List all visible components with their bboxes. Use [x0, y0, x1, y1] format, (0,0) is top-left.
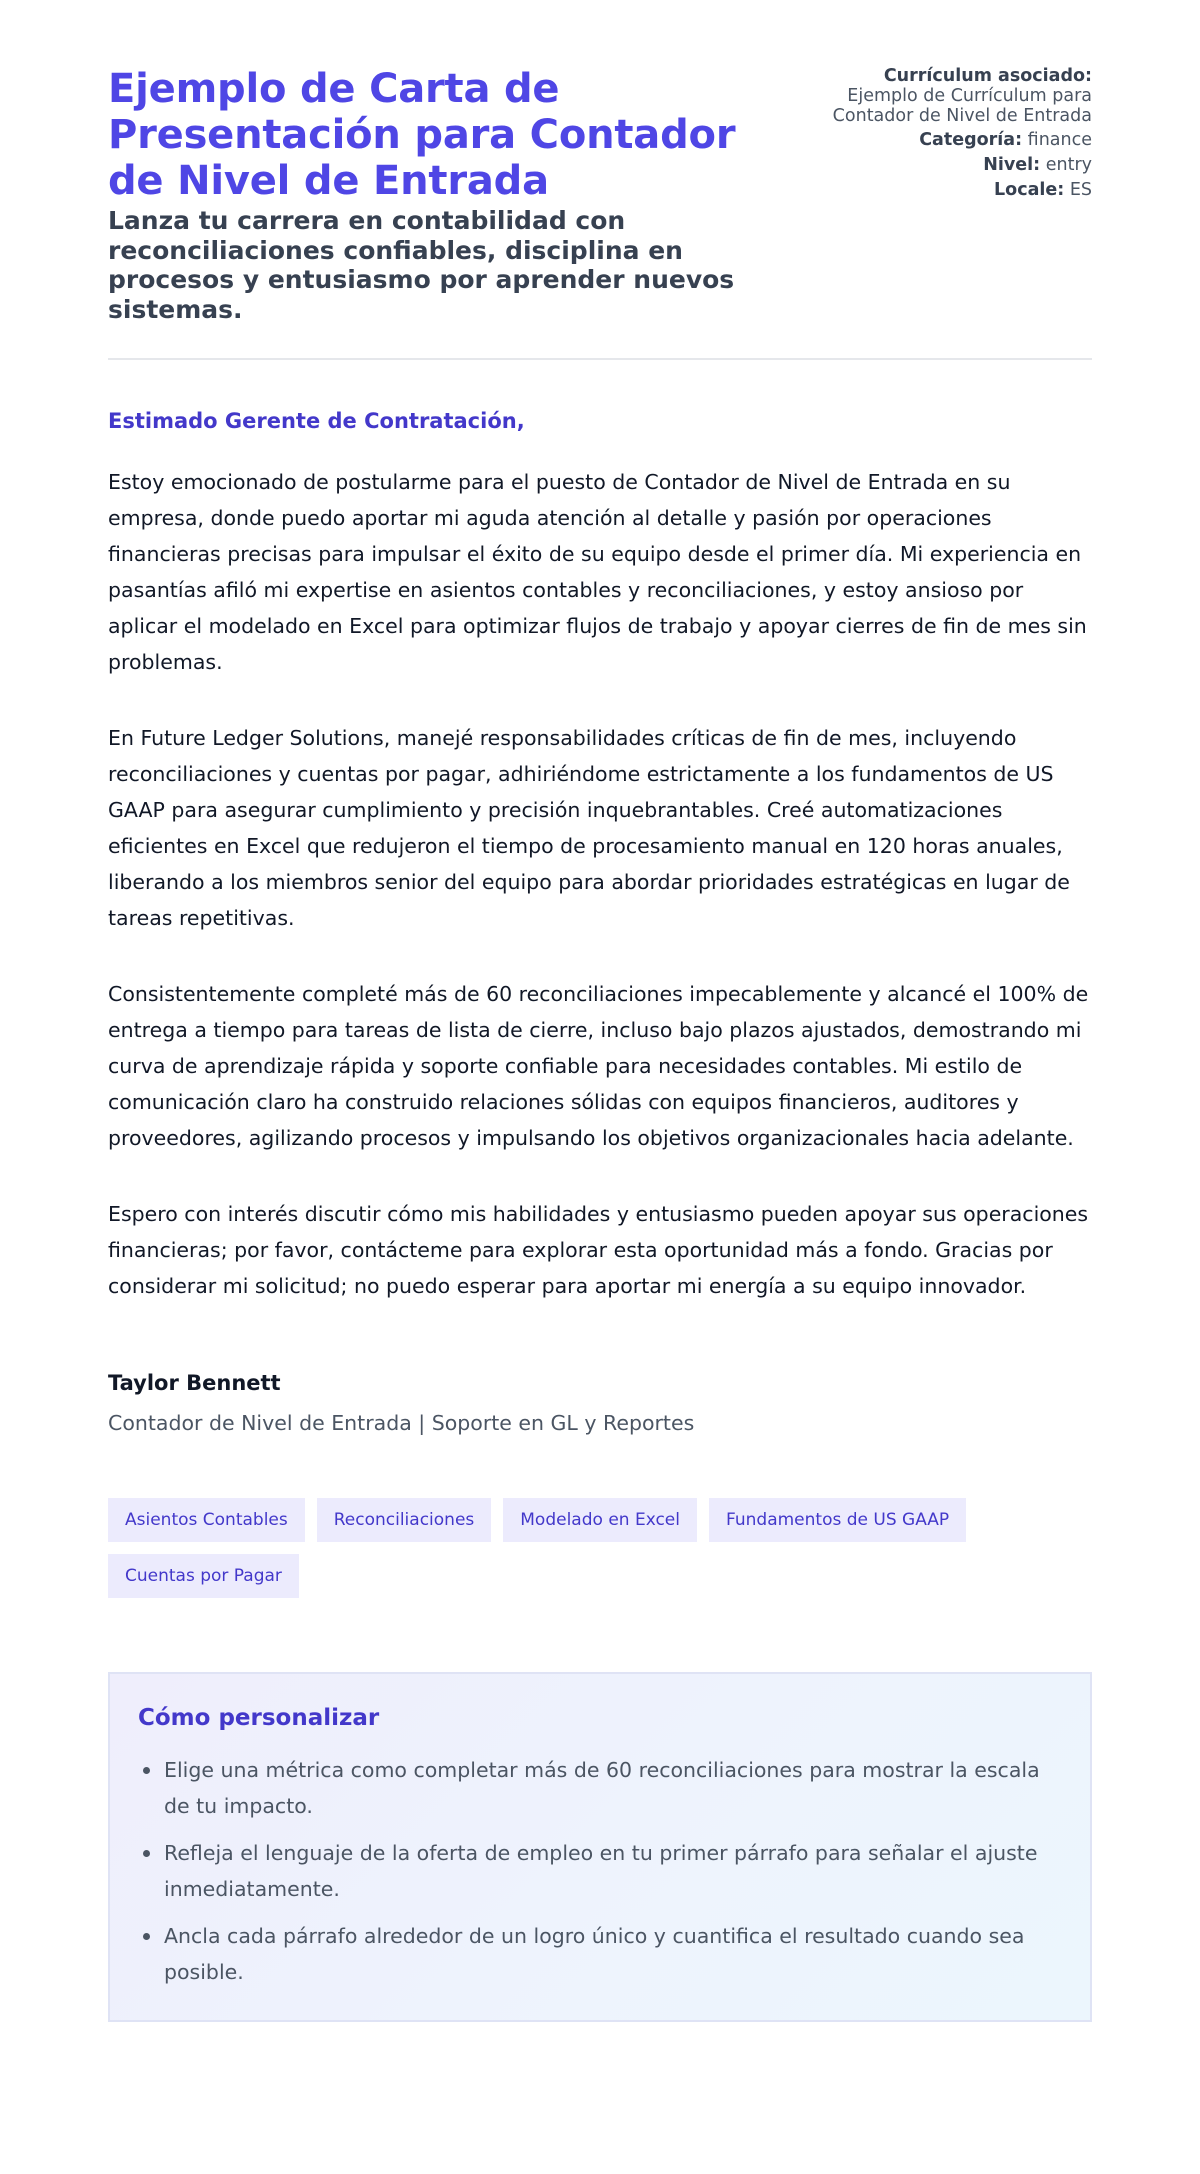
letter-paragraph: Espero con interés discutir cómo mis habilidades y entusiasmo pueden apoyar sus operaciones financieras; por favor, contácteme para explorar esta oportunidad más a fondo. Gracias por considerar mi solicitud; no puedo esperar para aportar mi energía a su equipo innovador.	[108, 1202, 1089, 1298]
letter-paragraph: Consistentemente completé más de 60 reconciliaciones impecablemente y alcancé el 100% de entrega a tiempo para tareas de lista de cierre, incluso bajo plazos ajustados, demostrando mi curva de aprendizaje rápida y soporte confiable para necesidades contables. Mi estilo de comunicación claro ha construido relaciones sólidas con equipos financieros, auditores y proveedores, agilizando procesos y impulsando los objetivos organizacionales hacia adelante.	[108, 982, 1089, 1150]
meta-category-label: Categoría:	[919, 130, 1023, 150]
skill-tag[interactable]: Reconciliaciones	[317, 1498, 492, 1542]
meta-locale-value: ES	[1069, 180, 1092, 200]
letter-paragraphs	[108, 464, 1092, 1304]
bullet-icon	[143, 1850, 150, 1857]
bullet-icon	[143, 1767, 150, 1774]
skill-tag[interactable]: Cuentas por Pagar	[108, 1554, 299, 1598]
header-title-block	[108, 66, 797, 324]
meta-locale	[797, 180, 1092, 200]
bullet-icon	[143, 1933, 150, 1940]
tip-text: Refleja el lenguaje de la oferta de empleo en tu primer párrafo para señalar el ajuste inmediatamente.	[164, 1841, 1038, 1901]
metadata-panel	[797, 66, 1092, 205]
skill-tag[interactable]: Fundamentos de US GAAP	[709, 1498, 966, 1542]
meta-resume	[797, 66, 1092, 126]
letter-body	[108, 408, 1092, 1304]
tip-text: Ancla cada párrafo alrededor de un logro único y cuantifica el resultado cuando sea posible.	[164, 1924, 1025, 1984]
meta-category-value: finance	[1027, 130, 1092, 150]
meta-level-value: entry	[1045, 155, 1092, 175]
meta-locale-label: Locale:	[994, 180, 1065, 200]
signature-block	[108, 1370, 1092, 1436]
meta-level-label: Nivel:	[983, 155, 1041, 175]
signature-name: Taylor Bennett	[108, 1371, 281, 1395]
customization-tips-box	[108, 1672, 1092, 2022]
skill-tag[interactable]: Asientos Contables	[108, 1498, 305, 1542]
tips-title: Cómo personalizar	[138, 1705, 380, 1731]
letter-paragraph: En Future Ledger Solutions, manejé responsabilidades críticas de fin de mes, incluyendo reconciliaciones y cuentas por pagar, adhiriéndome estrictamente a los fundamentos de US GAAP para asegurar cumplimiento y precisión inquebrantables. Creé automatizaciones eficientes en Excel que redujeron el tiempo de procesamiento manual en 120 horas anuales, liberando a los miembros senior del equipo para abordar prioridades estratégicas en lugar de tareas repetitivas.	[108, 726, 1070, 930]
tip-item	[138, 1835, 1062, 1907]
tips-list	[138, 1752, 1062, 1990]
tip-item	[138, 1918, 1062, 1990]
letter-paragraph: Estoy emocionado de postularme para el puesto de Contador de Nivel de Entrada en su empresa, donde puedo aportar mi aguda atención al detalle y pasión por operaciones financieras precisas para impulsar el éxito de su equipo desde el primer día. Mi experiencia en pasantías afiló mi expertise en asientos contables y reconciliaciones, y estoy ansioso por aplicar el modelado en Excel para optimizar flujos de trabajo y apoyar cierres de fin de mes sin problemas.	[108, 470, 1087, 674]
tip-item	[138, 1752, 1062, 1824]
page-header	[108, 66, 1092, 360]
letter-greeting: Estimado Gerente de Contratación,	[108, 409, 525, 433]
page-subtitle: Lanza tu carrera en contabilidad con reconciliaciones confiables, disciplina en procesos y entusiasmo por aprender nuevos sistemas.	[108, 206, 735, 324]
skill-tag[interactable]: Modelado en Excel	[503, 1498, 697, 1542]
signature-role: Contador de Nivel de Entrada | Soporte en GL y Reportes	[108, 1411, 695, 1435]
meta-level	[797, 155, 1092, 175]
skill-tags	[108, 1498, 1093, 1598]
page-title: Ejemplo de Carta de Presentación para Contador de Nivel de Entrada	[108, 66, 736, 204]
meta-category	[797, 130, 1092, 150]
meta-resume-label: Currículum asociado:	[883, 66, 1092, 86]
tip-text: Elige una métrica como completar más de 60 reconciliaciones para mostrar la escala de tu impacto.	[164, 1758, 1040, 1818]
meta-resume-link[interactable]: Ejemplo de Currículum para Contador de Nivel de Entrada	[832, 86, 1092, 126]
